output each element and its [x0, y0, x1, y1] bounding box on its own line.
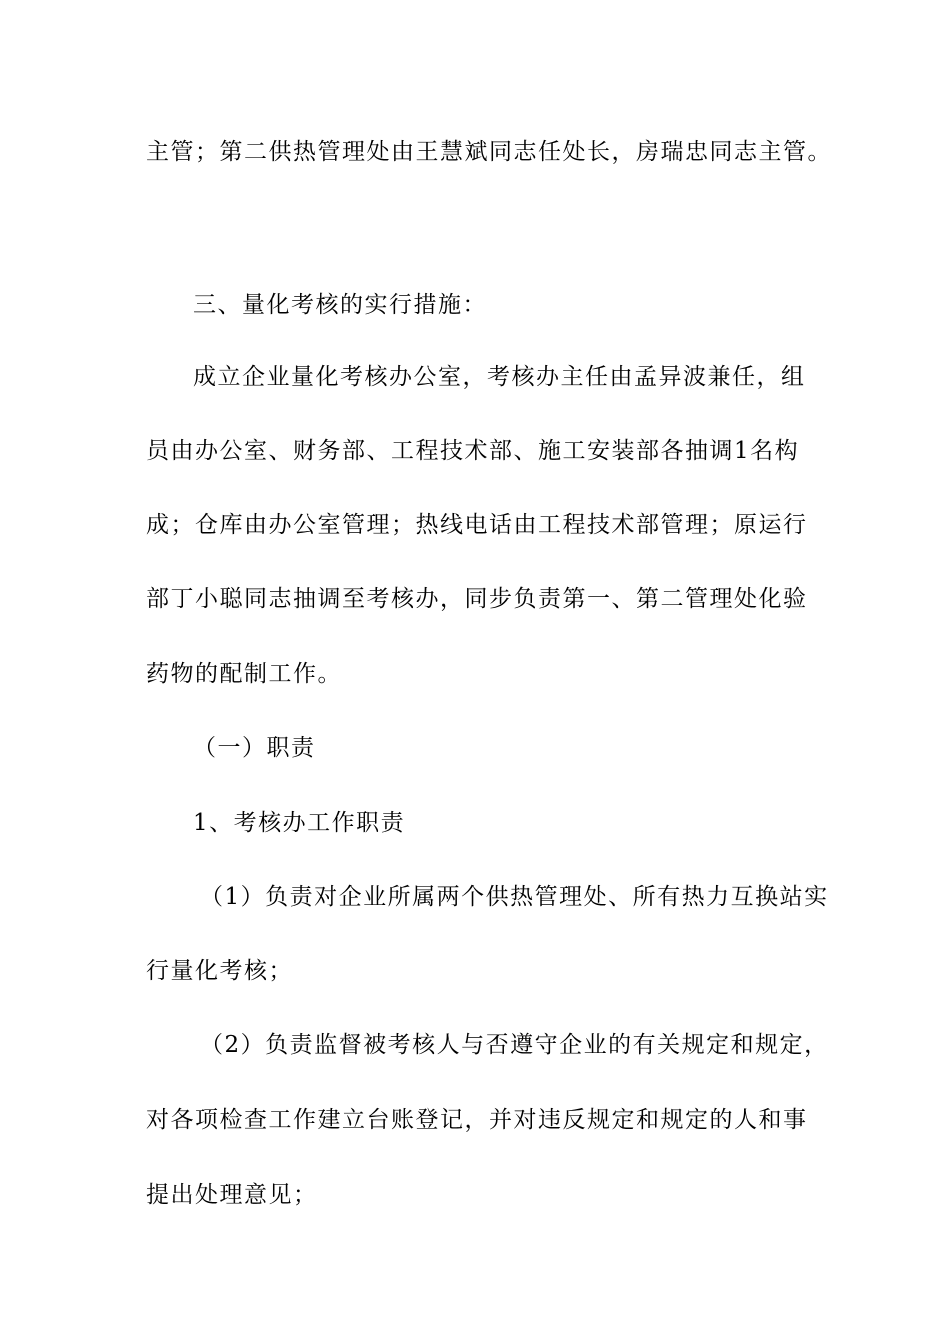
subsection-heading: （一）职责: [193, 735, 316, 761]
paragraph-line: 主管；第二供热管理处由王慧斌同志任处长，房瑞忠同志主管。: [146, 139, 832, 165]
list-item-line: 行量化考核；: [146, 958, 293, 984]
paragraph-line: 成立企业量化考核办公室，考核办主任由孟异波兼任，组: [193, 364, 806, 390]
section-heading: 三、量化考核的实行措施：: [193, 292, 487, 318]
paragraph-line: 员由办公室、财务部、工程技术部、施工安装部各抽调1名构: [146, 438, 800, 464]
list-item-line: 对各项检查工作建立台账登记，并对违反规定和规定的人和事: [146, 1107, 808, 1133]
paragraph-line: 药物的配制工作。: [146, 661, 342, 687]
paragraph-line: 成；仓库由办公室管理；热线电话由工程技术部管理；原运行: [146, 512, 808, 538]
list-item-line: （1）负责对企业所属两个供热管理处、所有热力互换站实: [200, 884, 829, 910]
list-item-line: （2）负责监督被考核人与否遵守企业的有关规定和规定，: [200, 1032, 829, 1058]
paragraph-line: 部丁小聪同志抽调至考核办，同步负责第一、第二管理处化验: [146, 586, 808, 612]
list-item-line: 提出处理意见；: [146, 1182, 318, 1208]
item-heading: 1、考核办工作职责: [193, 810, 406, 836]
